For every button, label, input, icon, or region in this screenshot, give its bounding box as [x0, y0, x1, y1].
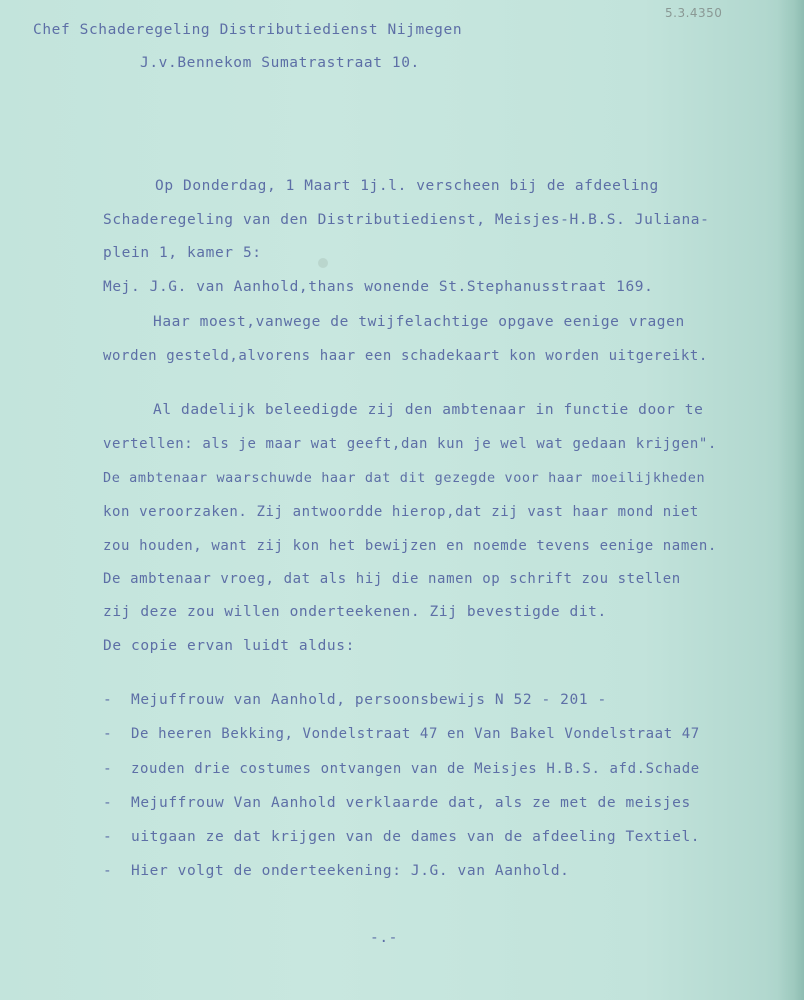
paragraph-2-line-2: worden gesteld,alvorens haar een schadekaart kon worden uitgereikt.	[103, 348, 708, 364]
list-bullet: -	[103, 863, 112, 879]
list-item: Mejuffrouw Van Aanhold verklaarde dat, als ze met de meisjes	[131, 795, 691, 811]
header-line-2: J.v.Bennekom Sumatrastraat 10.	[140, 55, 420, 71]
list-item: uitgaan ze dat krijgen van de dames van de afdeeling Textiel.	[131, 829, 701, 845]
header-line-1: Chef Schaderegeling Distributiedienst Nijmegen	[33, 22, 463, 38]
list-bullet: -	[103, 692, 112, 708]
paragraph-3-line-2: vertellen: als je maar wat geeft,dan kun je wel wat gedaan krijgen".	[103, 436, 717, 452]
paper-edge-shadow	[778, 0, 804, 1000]
list-item: Hier volgt de onderteekening: J.G. van Aanhold.	[131, 863, 570, 879]
ink-smudge	[318, 258, 328, 268]
paragraph-1-line-1: Op Donderdag, 1 Maart 1j.l. verscheen bij de afdeeling	[155, 178, 659, 194]
list-bullet: -	[103, 795, 112, 811]
paragraph-3-line-8: De copie ervan luidt aldus:	[103, 638, 355, 654]
paragraph-3-line-5: zou houden, want zij kon het bewijzen en noemde tevens eenige namen.	[103, 538, 717, 554]
paragraph-3-line-4: kon veroorzaken. Zij antwoordde hierop,dat zij vast haar mond niet	[103, 504, 699, 520]
paragraph-1-line-2: Schaderegeling van den Distributiedienst, Meisjes-H.B.S. Juliana-	[103, 212, 710, 228]
list-bullet: -	[103, 726, 112, 742]
list-bullet: -	[103, 761, 112, 777]
list-item: zouden drie costumes ontvangen van de Meisjes H.B.S. afd.Schade	[131, 761, 700, 777]
list-bullet: -	[103, 829, 112, 845]
paragraph-2-line-1: Haar moest,vanwege de twijfelachtige opgave eenige vragen	[153, 314, 685, 330]
list-item: De heeren Bekking, Vondelstraat 47 en Van Bakel Vondelstraat 47	[131, 726, 700, 742]
closing-mark: -.-	[370, 930, 398, 946]
archive-mark: 5.3.4350	[665, 6, 723, 20]
paragraph-3-line-6: De ambtenaar vroeg, dat als hij die namen op schrift zou stellen	[103, 571, 681, 587]
list-item: Mejuffrouw van Aanhold, persoonsbewijs N 52 - 201 -	[131, 692, 607, 708]
paragraph-3-line-1: Al dadelijk beleedigde zij den ambtenaar in functie door te	[153, 402, 704, 418]
paragraph-3-line-3: De ambtenaar waarschuwde haar dat dit gezegde voor haar moeilijkheden	[103, 470, 706, 486]
paragraph-3-line-7: zij deze zou willen onderteekenen. Zij bevestigde dit.	[103, 604, 607, 620]
paragraph-1-line-4: Mej. J.G. van Aanhold,thans wonende St.Stephanusstraat 169.	[103, 279, 654, 295]
paragraph-1-line-3: plein 1, kamer 5:	[103, 245, 262, 261]
